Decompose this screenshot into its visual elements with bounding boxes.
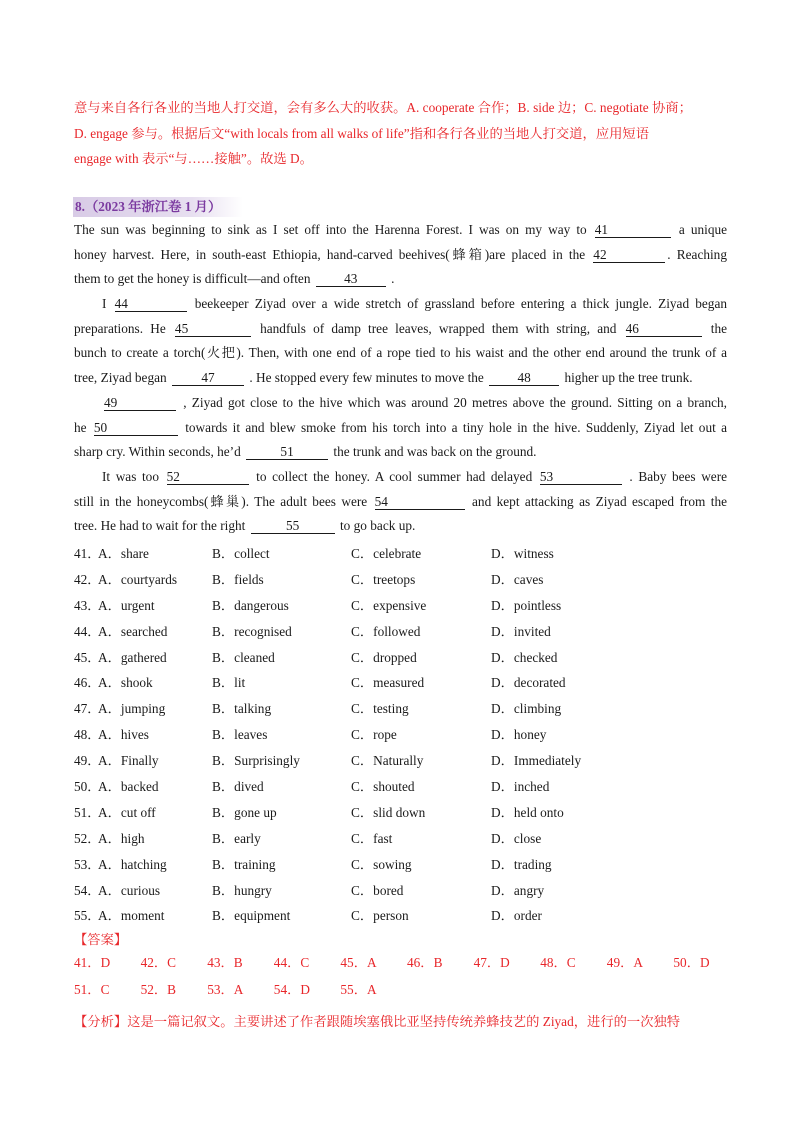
option-b: B．cleaned <box>212 649 275 665</box>
passage-line: tree. He had to wait for the right 55 to go back up. <box>74 518 416 534</box>
option-b: B．fields <box>212 571 264 587</box>
blank-48: 48 <box>489 370 559 386</box>
option-d: D．trading <box>491 856 552 872</box>
option-c: C．fast <box>351 830 393 846</box>
blank-41: 41 <box>595 222 671 238</box>
option-d: D．witness <box>491 546 554 561</box>
option-b: B．lit <box>212 675 246 691</box>
option-b: B．Surprisingly <box>212 753 300 769</box>
question-number: 48． <box>74 727 101 743</box>
option-b: B．leaves <box>212 727 268 743</box>
answer-item: 48．C <box>540 955 576 970</box>
analysis-text: 这是一篇记叙文。主要讲述了作者跟随埃塞俄比亚坚持传统养蜂技艺的 Ziyad，进行的一次独特 <box>127 1014 681 1029</box>
option-b: B．dangerous <box>212 597 289 613</box>
blank-45: 45 <box>175 321 251 337</box>
option-b: B．collect <box>212 546 270 561</box>
blank-47: 47 <box>172 370 244 386</box>
answer-item: 47．D <box>473 955 510 970</box>
option-a: A．jumping <box>98 701 166 717</box>
answer-item: 55．A <box>340 982 377 997</box>
passage-line: It was too 52 to collect the honey. A cool summer had delayed 53 . Baby bees were <box>102 468 728 484</box>
question-number: 53． <box>74 856 101 872</box>
option-b: B．talking <box>212 701 272 717</box>
passage-line: preparations. He 45 handfuls of damp tree leaves, wrapped them with string, and 46 the <box>74 320 728 336</box>
option-c: C．treetops <box>351 571 416 587</box>
passage-line: I 44 beekeeper Ziyad over a wide stretch of grassland before entering a thick jungle. Ziyad began <box>102 296 727 312</box>
option-a: A．moment <box>98 908 165 924</box>
blank-52: 52 <box>167 469 249 485</box>
passage-line: tree, Ziyad began 47 . He stopped every few minutes to move the 48 higher up the tree trunk. <box>74 370 693 386</box>
analysis <box>74 1012 680 1032</box>
option-c: C．Naturally <box>351 753 424 769</box>
option-d: D．angry <box>491 882 545 898</box>
option-c: C．rope <box>351 727 397 743</box>
option-a: A．cut off <box>98 804 156 820</box>
option-c: C．measured <box>351 675 425 691</box>
option-a: A．hives <box>98 727 149 743</box>
blank-43: 43 <box>316 271 386 287</box>
option-d: D．order <box>491 908 542 924</box>
answer-item: 41．D <box>74 955 111 970</box>
option-a: A．shook <box>98 675 153 691</box>
option-b: B．dived <box>212 779 264 795</box>
option-c: C．person <box>351 908 409 924</box>
passage-line: The sun was beginning to sink as I set off into the Harenna Forest. I was on my way to 41 a unique <box>74 222 728 237</box>
option-c: C．dropped <box>351 649 417 665</box>
answer-item: 54．D <box>273 982 310 997</box>
option-d: D．close <box>491 830 542 846</box>
option-d: D．pointless <box>491 597 562 613</box>
answer-item: 42．C <box>140 955 177 970</box>
option-a: A．searched <box>98 623 168 639</box>
option-d: D．inched <box>491 779 550 795</box>
passage-line: honey harvest. Here, in south-east Ethiopia, hand-carved beehives(蜂箱)are placed in the 42 . Reaching <box>74 246 727 262</box>
question-number: 42． <box>74 571 101 587</box>
explanation-line: engage with 表示“与……接触”。故选 D。 <box>74 151 313 166</box>
question-number: 43． <box>74 597 101 613</box>
option-d: D．checked <box>491 649 558 665</box>
analysis-label: 【分析】 <box>74 1014 128 1029</box>
option-a: A．high <box>98 830 145 846</box>
option-a: A．courtyards <box>98 571 178 587</box>
option-c: C．followed <box>351 623 421 639</box>
passage-line: still in the honeycombs(蜂巢). The adult bees were 54 and kept attacking as Ziyad escaped from the <box>74 493 727 509</box>
answer-item: 46．B <box>407 955 443 970</box>
blank-53: 53 <box>540 469 622 485</box>
option-d: D．caves <box>491 571 544 587</box>
passage-line: them to get the honey is difficult—and often 43 . <box>74 271 395 287</box>
blank-42: 42 <box>593 247 665 263</box>
question-number: 45． <box>74 649 101 665</box>
question-number: 51． <box>74 804 101 820</box>
option-b: B．early <box>212 830 261 846</box>
option-c: C．slid down <box>351 804 426 820</box>
option-a: A．Finally <box>98 753 159 769</box>
option-d: D．Immediately <box>491 753 582 769</box>
blank-54: 54 <box>375 494 465 510</box>
explanation-line: 意与来自各行各业的当地人打交道，会有多么大的收获。A. cooperate 合作；B. side 边；C. negotiate 协商； <box>74 100 692 115</box>
passage-line: 49 , Ziyad got close to the hive which was around 20 metres above the ground. Sitting on a branch, <box>104 394 728 410</box>
blank-46: 46 <box>626 321 702 337</box>
option-d: D．invited <box>491 623 551 639</box>
blank-55: 55 <box>251 518 335 534</box>
option-a: A．gathered <box>98 649 167 665</box>
option-c: C．shouted <box>351 779 415 795</box>
question-number: 41． <box>74 546 101 561</box>
blank-49: 49 <box>104 395 176 411</box>
answer-item: 52．B <box>140 982 177 997</box>
passage-line: he 50 towards it and blew smoke from his torch into a tiny hole in the hive. Suddenly, Ziyad let out a <box>74 419 728 435</box>
option-c: C．expensive <box>351 597 427 613</box>
question-number: 46． <box>74 675 101 691</box>
passage-line: bunch to create a torch(火把). Then, with one end of a rope tied to his waist and the other end around the trunk of a <box>74 345 727 361</box>
option-b: B．equipment <box>212 908 291 924</box>
passage-line: sharp cry. Within seconds, he’d 51 the trunk and was back on the ground. <box>74 444 537 460</box>
question-number: 55． <box>74 908 101 924</box>
answer-item: 43．B <box>207 955 243 970</box>
answer-item: 45．A <box>340 955 377 970</box>
question-number: 52． <box>74 830 101 846</box>
blank-51: 51 <box>246 444 328 460</box>
question-number: 44． <box>74 623 101 639</box>
question-number: 50． <box>74 779 101 795</box>
prev-explanation <box>74 95 726 172</box>
passage <box>74 218 727 539</box>
blank-50: 50 <box>94 420 178 436</box>
section-heading: 8.（2023 年浙江卷 1 月） <box>73 197 243 217</box>
option-a: A．hatching <box>98 856 167 872</box>
option-b: B．gone up <box>212 804 277 820</box>
answer-item: 51．C <box>74 982 110 997</box>
question-number: 47． <box>74 701 101 717</box>
option-b: B．recognised <box>212 623 292 639</box>
option-d: D．honey <box>491 727 547 743</box>
option-d: D．held onto <box>491 804 564 820</box>
question-number: 49． <box>74 753 101 769</box>
blank-44: 44 <box>115 296 187 312</box>
explanation-line: D. engage 参与。根据后文“with locals from all walks of life”指和各行各业的当地人打交道，应用短语 <box>74 125 650 141</box>
option-c: C．bored <box>351 882 404 898</box>
question-number: 54． <box>74 882 101 898</box>
answer-item: 49．A <box>606 955 643 970</box>
option-a: A．curious <box>98 882 161 898</box>
option-c: C．testing <box>351 701 409 717</box>
answer-item: 44．C <box>273 955 310 970</box>
option-a: A．share <box>98 546 149 561</box>
option-d: D．decorated <box>491 675 566 691</box>
option-b: B．training <box>212 856 276 872</box>
option-c: C．celebrate <box>351 546 422 561</box>
answer-label: 【答案】 <box>74 932 128 947</box>
option-a: A．urgent <box>98 597 155 613</box>
answer-item: 53．A <box>207 982 244 997</box>
option-a: A．backed <box>98 779 159 795</box>
option-b: B．hungry <box>212 882 272 898</box>
answer-item: 50．D <box>673 955 710 970</box>
option-d: D．climbing <box>491 701 562 717</box>
option-c: C．sowing <box>351 856 412 872</box>
